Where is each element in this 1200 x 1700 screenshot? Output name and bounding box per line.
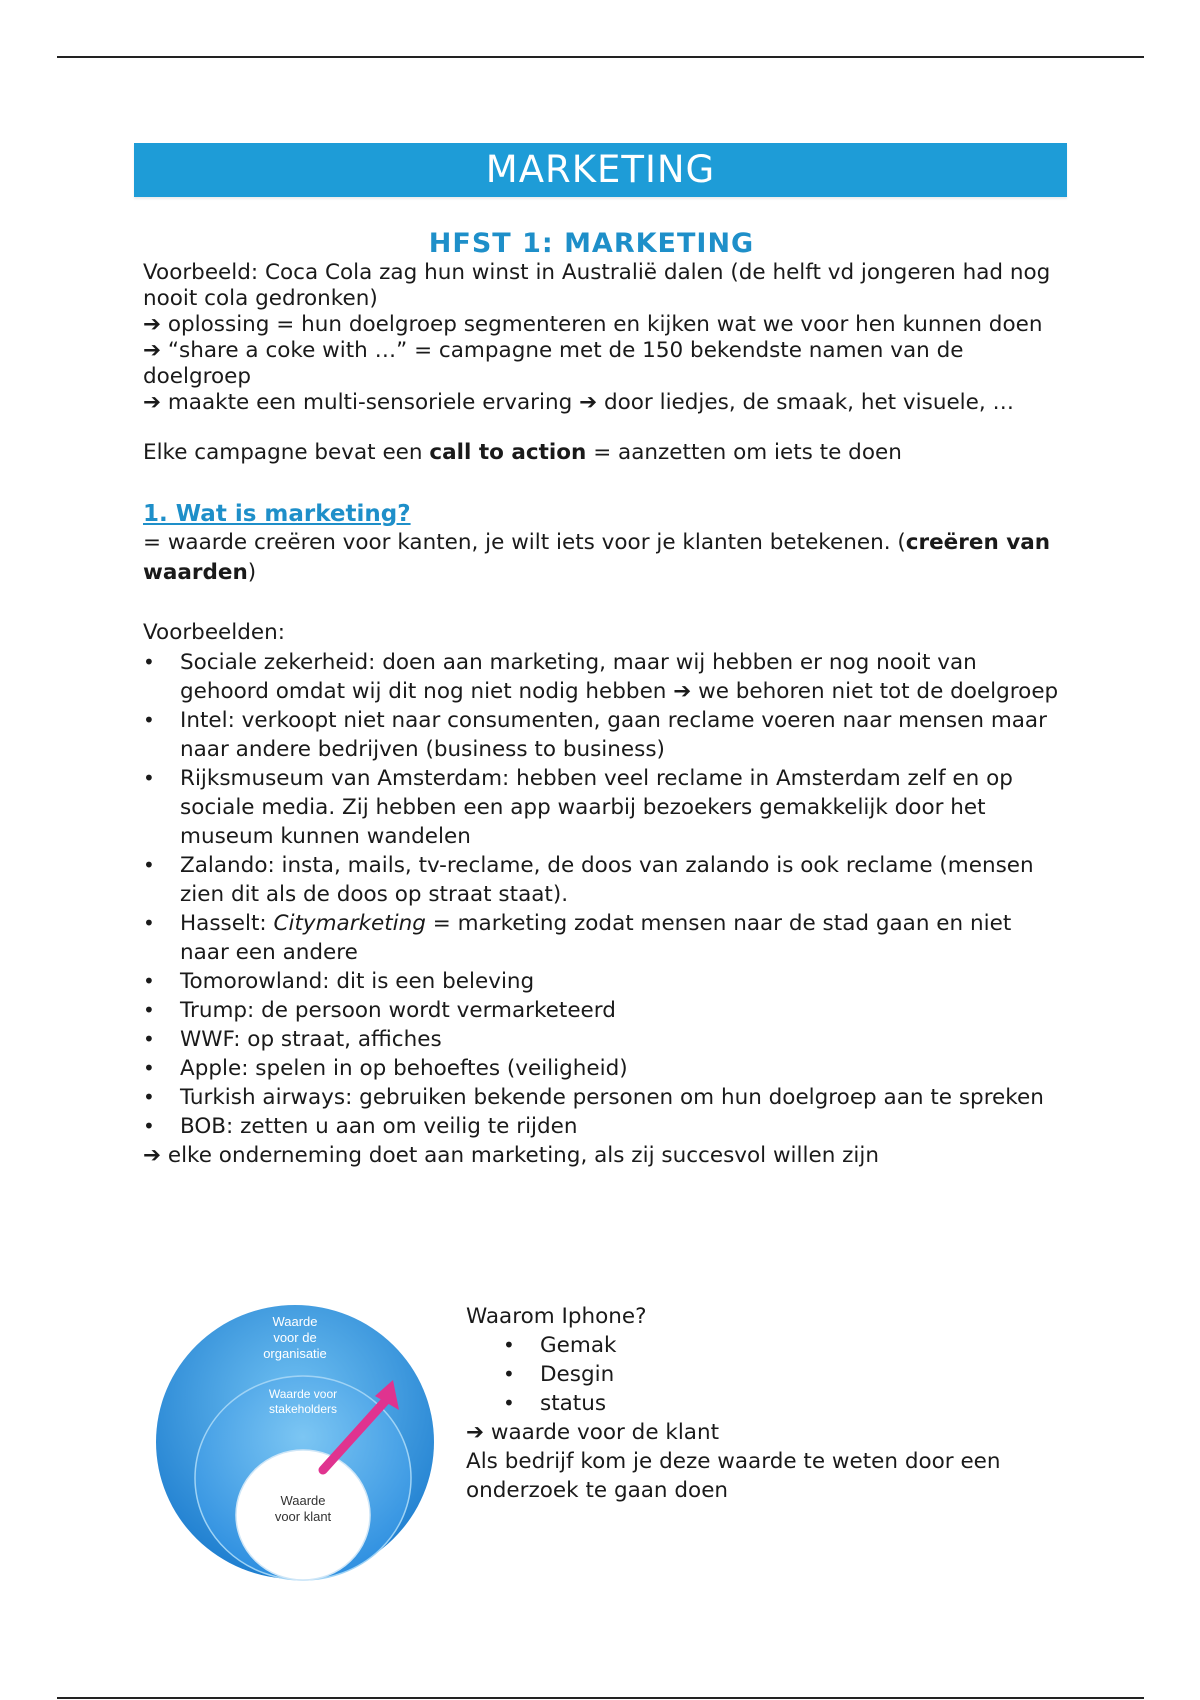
- list-item: • Desgin: [503, 1360, 1066, 1389]
- middle-label-line: stakeholders: [268, 1402, 338, 1416]
- list-item: • Trump: de persoon wordt vermarketeerd: [143, 996, 1063, 1025]
- inner-label-line: Waarde: [280, 1493, 326, 1508]
- iphone-value-line: ➔ waarde voor de klant: [466, 1420, 720, 1445]
- list-item: • Apple: spelen in op behoeftes (veiligheid): [143, 1054, 1063, 1083]
- arrow-icon: ➔: [579, 390, 598, 415]
- call-to-action-line: Elke campagne bevat een call to action = aanzetten om iets te doen: [143, 440, 902, 465]
- examples-list: [143, 648, 1063, 1141]
- outer-label-line: voor de: [273, 1330, 317, 1345]
- list-item: • Turkish airways: gebruiken bekende personen om hun doelgroep aan te spreken: [143, 1083, 1063, 1112]
- list-item: • Rijksmuseum van Amsterdam: hebben veel reclame in Amsterdam zelf en op sociale media. Zij hebben een app waarbij bezoekers gemakkelijk door het museum kunnen wandelen: [143, 764, 1063, 851]
- document-banner: MARKETING: [134, 143, 1067, 197]
- list-item: • status: [503, 1389, 1066, 1418]
- arrow-icon: ➔: [673, 679, 692, 704]
- intro-point: ➔ “share a coke with …” = campagne met de 150 bekendste namen van de doelgroep: [143, 338, 964, 389]
- arrow-icon: ➔: [466, 1420, 485, 1445]
- list-item: • WWF: op straat, affiches: [143, 1025, 1063, 1054]
- list-item: • Tomorowland: dit is een beleving: [143, 967, 1063, 996]
- list-item: • BOB: zetten u aan om veilig te rijden: [143, 1112, 1063, 1141]
- list-item: • Gemak: [503, 1331, 1066, 1360]
- arrow-icon: ➔: [143, 338, 162, 363]
- arrow-icon: ➔: [143, 1143, 162, 1168]
- intro-point: ➔ oplossing = hun doelgroep segmenteren en kijken wat we voor hen kunnen doen: [143, 312, 1043, 337]
- iphone-section: [466, 1302, 1066, 1505]
- value-circles-diagram: [143, 1300, 448, 1585]
- list-item: • Intel: verkoopt niet naar consumenten, gaan reclame voeren naar mensen maar naar andere bedrijven (business to business): [143, 706, 1063, 764]
- outer-label-line: Waarde: [272, 1314, 318, 1329]
- examples-label: Voorbeelden:: [143, 620, 286, 645]
- middle-label-line: Waarde voor: [268, 1387, 338, 1401]
- list-item: • Zalando: insta, mails, tv-reclame, de doos van zalando is ook reclame (mensen zien dit als de doos op straat staat).: [143, 851, 1063, 909]
- list-item: • Hasselt: Citymarketing = marketing zodat mensen naar de stad gaan en niet naar een andere: [143, 909, 1063, 967]
- intro-point: ➔ maakte een multi-sensoriele ervaring ➔ door liedjes, de smaak, het visuele, …: [143, 390, 1015, 415]
- conclusion-line: ➔ elke onderneming doet aan marketing, als zij succesvol willen zijn: [143, 1143, 880, 1168]
- chapter-title: HFST 1: MARKETING: [428, 228, 755, 259]
- main-content: [143, 228, 1063, 1170]
- iphone-note: Als bedrijf kom je deze waarde te weten door een onderzoek te gaan doen: [466, 1449, 1001, 1503]
- bottom-rule: [57, 1697, 1144, 1699]
- iphone-reasons-list: [466, 1331, 1066, 1418]
- arrow-icon: ➔: [143, 390, 162, 415]
- outer-label-line: organisatie: [263, 1346, 327, 1361]
- top-rule: [57, 56, 1144, 58]
- inner-label-line: voor klant: [274, 1509, 332, 1524]
- list-item: • Sociale zekerheid: doen aan marketing, maar wij hebben er nog nooit van gehoord omdat wij dit nog niet nodig hebben ➔ we behoren niet tot de doelgroep: [143, 648, 1063, 706]
- arrow-icon: ➔: [143, 312, 162, 337]
- iphone-question: Waarom Iphone?: [466, 1304, 647, 1329]
- section-heading: 1. Wat is marketing?: [143, 501, 411, 527]
- section-definition: = waarde creëren voor kanten, je wilt iets voor je klanten betekenen. (creëren van waarden): [143, 530, 1051, 585]
- intro-example: Voorbeeld: Coca Cola zag hun winst in Australië dalen (de helft vd jongeren had nog nooit cola gedronken): [143, 260, 1051, 311]
